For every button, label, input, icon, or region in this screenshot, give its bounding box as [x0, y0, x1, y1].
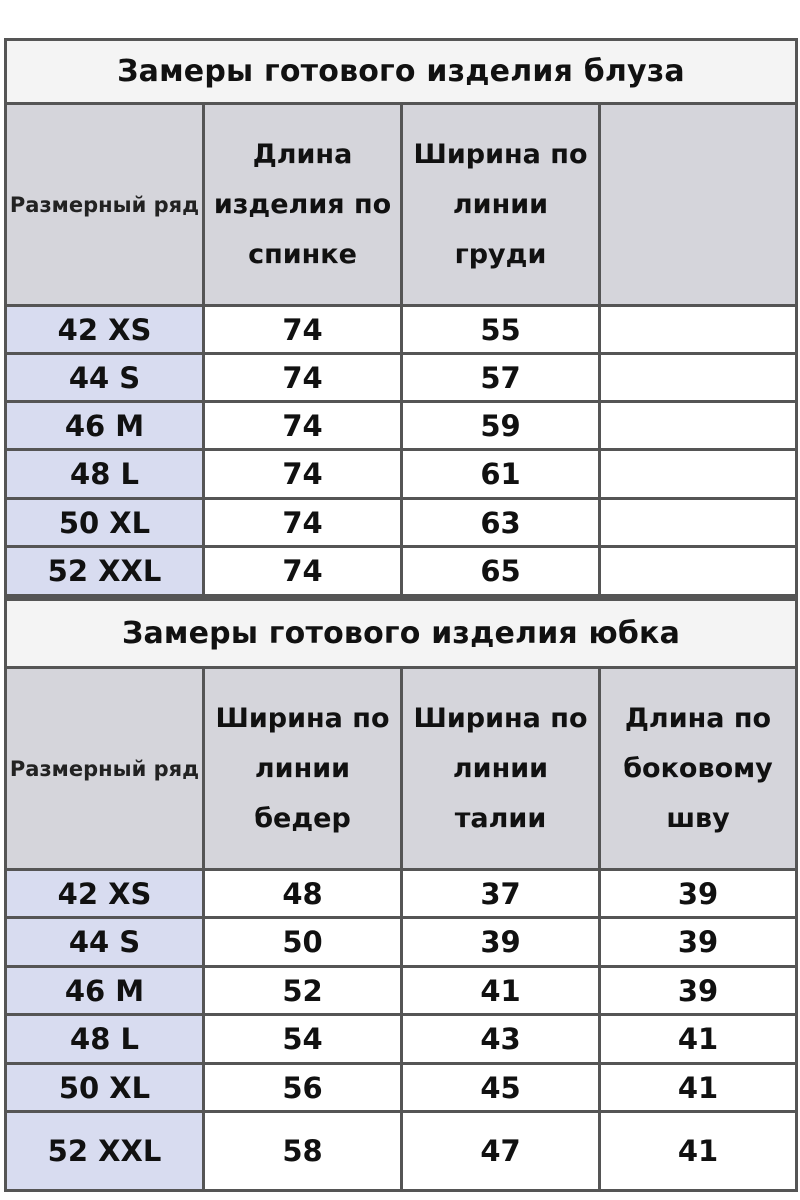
skirt-cell-waist-width: 43: [403, 1016, 598, 1062]
skirt-header-waist-width: Ширина по линии талии: [403, 669, 598, 868]
skirt-cell-hip-width: 50: [205, 919, 400, 965]
skirt-cell-side-seam-length: 39: [601, 968, 795, 1013]
skirt-row-size: 44 S: [7, 919, 202, 965]
skirt-row-size: 48 L: [7, 1016, 202, 1062]
blouse-cell-back-length: 74: [205, 500, 400, 545]
blouse-cell-back-length: 74: [205, 307, 400, 352]
blouse-cell-chest-width: 63: [403, 500, 598, 545]
blouse-row-size: 42 XS: [7, 307, 202, 352]
skirt-cell-hip-width: 52: [205, 968, 400, 1013]
blouse-header-chest-width: Ширина по линии груди: [403, 105, 598, 304]
skirt-row-size: 42 XS: [7, 871, 202, 916]
blouse-cell-empty: [601, 548, 795, 594]
blouse-cell-chest-width: 57: [403, 355, 598, 400]
skirt-cell-side-seam-length: 41: [601, 1065, 795, 1110]
blouse-header-back-length: Длина изделия по спинке: [205, 105, 400, 304]
skirt-cell-side-seam-length: 39: [601, 919, 795, 965]
blouse-row-size: 44 S: [7, 355, 202, 400]
blouse-row-size: 46 M: [7, 403, 202, 448]
blouse-header-empty: [601, 105, 795, 304]
blouse-cell-chest-width: 59: [403, 403, 598, 448]
skirt-cell-side-seam-length: 39: [601, 871, 795, 916]
blouse-cell-empty: [601, 500, 795, 545]
blouse-row-size: 52 XXL: [7, 548, 202, 594]
skirt-cell-hip-width: 58: [205, 1113, 400, 1189]
skirt-cell-hip-width: 56: [205, 1065, 400, 1110]
blouse-cell-back-length: 74: [205, 355, 400, 400]
skirt-cell-side-seam-length: 41: [601, 1113, 795, 1189]
skirt-row-size: 46 M: [7, 968, 202, 1013]
skirt-cell-hip-width: 48: [205, 871, 400, 916]
skirt-table-title: Замеры готового изделия юбка: [7, 601, 795, 666]
blouse-cell-empty: [601, 355, 795, 400]
blouse-cell-back-length: 74: [205, 403, 400, 448]
skirt-header-hip-width: Ширина по линии бедер: [205, 669, 400, 868]
skirt-row-size: 52 XXL: [7, 1113, 202, 1189]
blouse-header-size: Размерный ряд: [7, 105, 202, 304]
skirt-cell-hip-width: 54: [205, 1016, 400, 1062]
skirt-header-side-seam-length: Длина по боковому шву: [601, 669, 795, 868]
blouse-cell-empty: [601, 451, 795, 497]
skirt-cell-waist-width: 37: [403, 871, 598, 916]
blouse-cell-empty: [601, 403, 795, 448]
blouse-cell-chest-width: 65: [403, 548, 598, 594]
blouse-row-size: 50 XL: [7, 500, 202, 545]
skirt-cell-waist-width: 39: [403, 919, 598, 965]
skirt-header-size: Размерный ряд: [7, 669, 202, 868]
blouse-table-title: Замеры готового изделия блуза: [7, 41, 795, 102]
blouse-cell-back-length: 74: [205, 451, 400, 497]
blouse-cell-back-length: 74: [205, 548, 400, 594]
skirt-cell-waist-width: 41: [403, 968, 598, 1013]
blouse-row-size: 48 L: [7, 451, 202, 497]
size-chart: [4, 38, 798, 1192]
skirt-cell-waist-width: 47: [403, 1113, 598, 1189]
blouse-cell-chest-width: 61: [403, 451, 598, 497]
blouse-cell-empty: [601, 307, 795, 352]
skirt-cell-side-seam-length: 41: [601, 1016, 795, 1062]
blouse-cell-chest-width: 55: [403, 307, 598, 352]
skirt-cell-waist-width: 45: [403, 1065, 598, 1110]
skirt-row-size: 50 XL: [7, 1065, 202, 1110]
